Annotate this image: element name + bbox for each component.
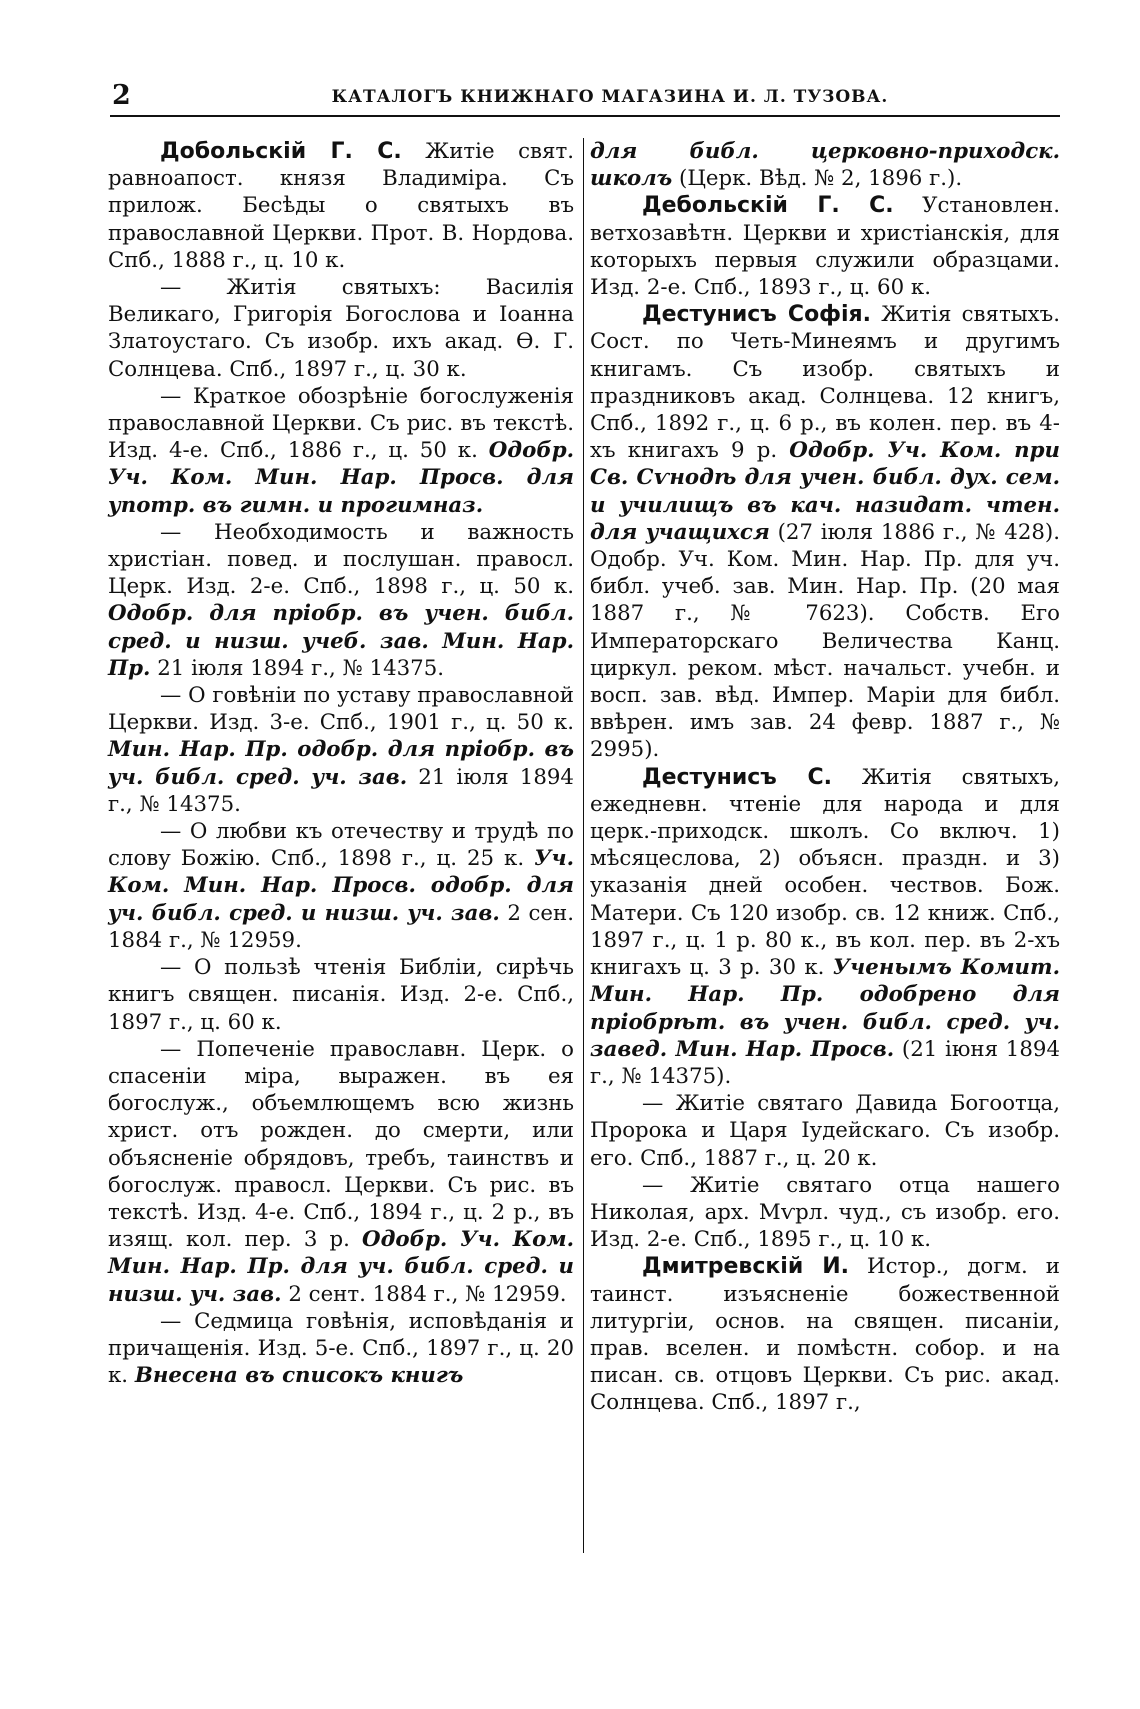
entry-note: Одобр. Уч. Ком. Мин. Нар. Пр. для уч. библ. сред. и низш. уч. зав. [108, 1227, 575, 1307]
entry-tail: 2 сен. 1884 г., № 12959. [108, 900, 574, 953]
entry-tail: 21 іюля 1894 г., № 14375. [150, 655, 445, 681]
catalog-entry [108, 1036, 574, 1308]
entry-author: Дмитревскій И. [642, 1254, 849, 1280]
catalog-entry [108, 383, 574, 519]
entry-tail: (27 іюля 1886 г., № 428). Одобр. Уч. Ком. Мин. Нар. Пр. для уч. библ. учеб. зав. Мин. Нар. Пр. (20 мая 1887 г., № 7623). Собств. Его Императорскаго Величества Канц. циркул. реком. мѣст. начальст. учебн. и восп. зав. вѣд. Импер. Маріи для библ. ввѣрен. имъ зав. 24 февр. 1887 г., № 2995). [590, 519, 1060, 763]
entry-note: Мин. Нар. Пр. одобр. для пріобр. въ уч. библ. сред. уч. зав. [108, 737, 574, 790]
catalog-entry [590, 1090, 1060, 1172]
entry-text: — Необходимость и важность христіан. повед. и послушан. правосл. Церк. Изд. 2-е. Спб., 1898 г., ц. 50 к. [108, 519, 574, 600]
running-title: КАТАЛОГЪ КНИЖНАГО МАГАЗИНА И. Л. ТУЗОВА. [331, 87, 889, 107]
entry-note: Одобр. Уч. Ком. при Св. Сѵнодѣ для учен. библ. дух. сем. и училищъ въ кач. назидат. чтен. для учащихся [590, 438, 1060, 545]
catalog-entry [108, 519, 574, 682]
entry-text: — Житіе святаго Давида Богоотца, Пророка и Царя Іудейскаго. Съ изобр. его. Спб., 1887 г., ц. 20 к. [590, 1091, 1060, 1171]
column-divider [583, 138, 584, 1553]
entry-tail: (21 іюня 1894 г., № 14375). [590, 1036, 1060, 1089]
entry-text: Установлен. ветхозавѣтн. Церкви и христіанскія, для которыхъ первыя служили образцами. Изд. 2-е. Спб., 1893 г., ц. 60 к. [590, 193, 1061, 301]
entry-author: Добольскій Г. С. [160, 139, 402, 164]
entry-note: Ученымъ Комит. Мин. Нар. Пр. одобрено для пріобрѣт. въ учен. библ. сред. уч. завед. Мин. Нар. Просв. [590, 955, 1060, 1062]
entry-author: Дестунисъ С. [642, 764, 832, 790]
header-rule [110, 115, 1060, 117]
entry-text: Житіе свят. равноапост. князя Владиміра. Съ прилож. Бесѣды о святыхъ въ православной Церкви. Прот. В. Нордова. Спб., 1888 г., ц. 10 к. [108, 139, 574, 273]
entry-note: Уч. Ком. Мин. Нар. Просв. одобр. для уч. библ. сред. и низш. уч. зав. [108, 846, 574, 926]
entry-author: Дестунисъ Софія. [642, 302, 872, 328]
catalog-entry [108, 682, 574, 818]
entry-text: — О любви къ отечеству и трудѣ по слову Божію. Спб., 1898 г., ц. 25 к. [108, 819, 574, 872]
catalog-entry [590, 1253, 1060, 1416]
catalog-entry [108, 1308, 574, 1390]
entry-text: — Краткое обозрѣніе богослуженія православной Церкви. Съ рис. въ текстѣ. Изд. 4-е. Спб., 1886 г., ц. 50 к. [108, 383, 574, 464]
entry-author: Дебольскій Г. С. [642, 193, 894, 219]
entry-tail: 2 сент. 1884 г., № 12959. [281, 1281, 567, 1307]
entry-note: Одобр. для пріобр. въ учен. библ. сред. и низш. учеб. зав. Мин. Нар. Пр. [108, 601, 574, 681]
catalog-entry [590, 192, 1060, 301]
right-column [590, 138, 1060, 1417]
catalog-entry [108, 274, 574, 383]
entry-text: — О говѣніи по уставу православной Церкви. Изд. 3-е. Спб., 1901 г., ц. 50 к. [108, 683, 574, 736]
catalog-entry [108, 818, 574, 954]
entry-tail: (Церк. Вѣд. № 2, 1896 г.). [672, 166, 963, 192]
entry-text: — Житія святыхъ: Василія Великаго, Григорія Богослова и Іоанна Златоустаго. Съ изобр. ихъ акад. Ѳ. Г. Солнцева. Спб., 1897 г., ц. 30 к. [108, 275, 574, 382]
entry-text: — Попеченіе православн. Церк. о спасеніи міра, выражен. въ ея богослуж., объемлющемъ всю жизнь христ. отъ рожден. до смерти, или объясненіе обрядовъ, требъ, таинствъ и богослуж. правосл. Церкви. Съ рис. въ текстѣ. Изд. 4-е. Спб., 1894 г., ц. 2 р., въ изящ. кол. пер. 3 р. [108, 1036, 574, 1253]
entry-text: — О пользѣ чтенія Библіи, сирѣчь книгъ священ. писанія. Изд. 2-е. Спб., 1897 г., ц. 60 к. [108, 955, 574, 1035]
entry-text: — Седмица говѣнія, исповѣданія и причащенія. Изд. 5-е. Спб., 1897 г., ц. 20 к. [108, 1308, 574, 1389]
catalog-entry [590, 301, 1060, 763]
page-number: 2 [112, 80, 131, 111]
catalog-entry [108, 138, 574, 274]
entry-text: Житія святыхъ, ежедневн. чтеніе для народа и для церк.-приходск. школъ. Со включ. 1) мѣсяцеслова, 2) объясн. праздн. и 3) указанія дней особен. чествов. Бож. Матери. Съ 120 изобр. св. 12 книж. Спб., 1897 г., ц. 1 р. 80 к., въ кол. пер. въ 2-хъ книгахъ ц. 3 р. 30 к. [590, 764, 1061, 981]
entry-note: Внесена въ списокъ книгъ [134, 1363, 464, 1389]
entry-note: Одобр. Уч. Ком. Мин. Нар. Просв. для употр. въ гимн. и прогимназ. [108, 438, 574, 518]
entry-text: Истор., догм. и таинст. изъясненіе божественной литургіи, основ. на священ. писаніи, прав. вселен. и помѣстн. собор. и на писан. св. отцовъ Церкви. Съ рис. акад. Солнцева. Спб., 1897 г., [590, 1254, 1060, 1416]
catalog-entry [108, 954, 574, 1036]
left-column [108, 138, 574, 1389]
entry-note: для библ. церковно-приходск. школъ [590, 139, 1060, 192]
entry-tail: 21 іюля 1894 г., № 14375. [108, 764, 574, 817]
catalog-entry [590, 138, 1060, 192]
catalog-entry [590, 1172, 1060, 1254]
entry-text: Житія святыхъ. Сост. по Четь-Минеямъ и другимъ книгамъ. Съ изобр. святыхъ и праздниковъ акад. Солнцева. 12 книгъ, Спб., 1892 г., ц. 6 р., въ колен. пер. въ 4-хъ книгахъ 9 р. [590, 302, 1061, 464]
catalog-entry [590, 764, 1060, 1090]
entry-text: — Житіе святаго отца нашего Николая, арх. Мѵрл. чуд., съ изобр. его. Изд. 2-е. Спб., 1895 г., ц. 10 к. [590, 1172, 1060, 1253]
